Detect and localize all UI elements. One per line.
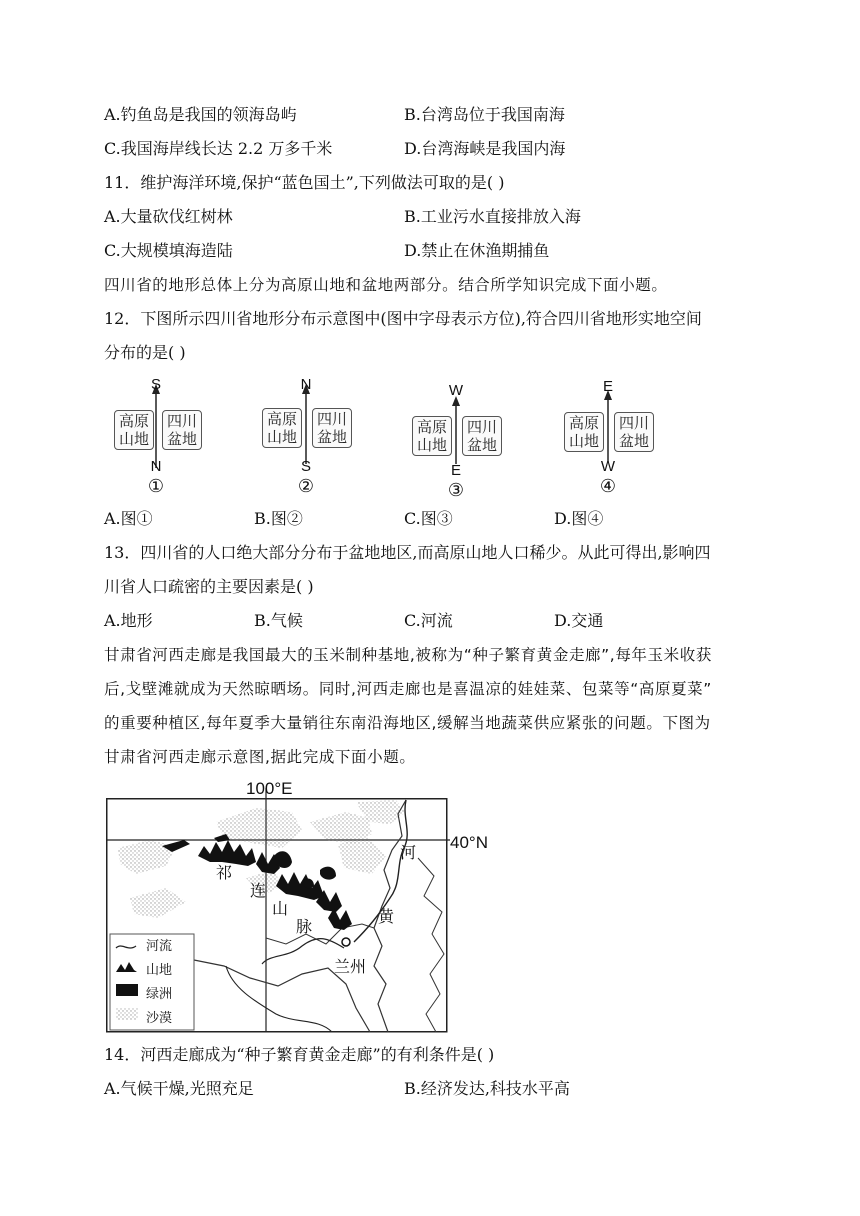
q11-option-d: D.禁止在休渔期捕鱼 [404,241,550,260]
legend-desert: 沙漠 [146,1011,173,1026]
direction-top: N [300,376,312,393]
map-label-huang: 黄 [378,907,395,926]
q12-stem-line1: 12．下图所示四川省地形分布示意图中(图中字母表示方位),符合四川省地形实地空间 [104,309,702,328]
direction-top: S [150,376,161,393]
q14-option-a: A.气候干燥,光照充足 [104,1079,254,1098]
q10-option-d: D.台湾海峡是我国内海 [404,139,566,158]
map-label-lian: 连 [250,881,267,900]
direction-bottom: S [300,458,311,475]
direction-bottom: W [600,458,616,475]
basin-box: 四川 盆地 [462,416,502,456]
basin-box: 四川 盆地 [162,410,202,450]
map-label-mai: 脉 [296,917,313,936]
q13-stem-line1: 13．四川省的人口绝大部分分布于盆地地区,而高原山地人口稀少。从此可得出,影响四 [104,543,711,562]
map-label-he: 河 [400,843,417,862]
q13-option-c: C.河流 [404,611,453,630]
q10-option-b: B.台湾岛位于我国南海 [404,105,565,124]
legend-oasis: 绿洲 [146,987,173,1002]
diagram-number: ③ [447,480,465,501]
diagram-number: ② [297,476,315,497]
direction-bottom: E [450,462,461,479]
q14-option-b: B.经济发达,科技水平高 [404,1079,570,1098]
q13-option-d: D.交通 [554,611,604,630]
q13-option-a: A.地形 [104,611,153,630]
direction-bottom: N [150,458,162,475]
direction-top: W [448,382,464,399]
terrain-diagram-1 [110,376,230,506]
gansu-intro-line2: 后,戈壁滩就成为天然晾晒场。同时,河西走廊也是喜温凉的娃娃菜、包菜等“高原夏菜” [104,680,712,698]
latitude-label: 40°N [450,833,488,852]
q12-option-a: A.图① [104,509,153,528]
plateau-box: 高原 山地 [114,410,154,450]
legend-mountain: 山地 [146,963,173,978]
hexi-corridor-map [106,778,488,1034]
longitude-label: 100°E [246,779,293,798]
terrain-diagram-4 [562,378,682,508]
diagram-number: ① [147,476,165,497]
q12-option-c: C.图③ [404,509,453,528]
q11-stem: 11．维护海洋环境,保护“蓝色国土”,下列做法可取的是( ) [104,173,505,192]
diagram-number: ④ [599,476,617,497]
q12-option-d: D.图④ [554,509,604,528]
plateau-box: 高原 山地 [564,412,604,452]
q11-option-a: A.大量砍伐红树林 [104,207,233,226]
plateau-box: 高原 山地 [412,416,452,456]
q11-option-c: C.大规模填海造陆 [104,241,233,260]
q12-stem-line2: 分布的是( ) [104,343,186,362]
plateau-box: 高原 山地 [262,408,302,448]
gansu-intro-line3: 的重要种植区,每年夏季大量销往东南沿海地区,缓解当地蔬菜供应紧张的问题。下图为 [104,714,711,732]
map-label-qi: 祁 [216,863,233,882]
basin-box: 四川 盆地 [614,412,654,452]
q10-option-c: C.我国海岸线长达 2.2 万多千米 [104,139,333,158]
q10-option-a: A.钓鱼岛是我国的领海岛屿 [104,105,297,124]
map-label-lanzhou: 兰州 [334,957,367,976]
sichuan-intro: 四川省的地形总体上分为高原山地和盆地两部分。结合所学知识完成下面小题。 [104,276,668,294]
gansu-intro-line1: 甘肃省河西走廊是我国最大的玉米制种基地,被称为“种子繁育黄金走廊”,每年玉米收获 [104,646,712,664]
terrain-diagram-2 [258,376,378,506]
terrain-diagram-3 [410,382,530,512]
q11-option-b: B.工业污水直接排放入海 [404,207,581,226]
direction-top: E [602,378,613,395]
basin-box: 四川 盆地 [312,408,352,448]
q13-stem-line2: 川省人口疏密的主要因素是( ) [104,577,314,596]
gansu-intro-line4: 甘肃省河西走廊示意图,据此完成下面小题。 [104,748,416,766]
q13-option-b: B.气候 [254,611,303,630]
q12-option-b: B.图② [254,509,303,528]
legend-river: 河流 [146,939,173,954]
q14-stem: 14．河西走廊成为“种子繁育黄金走廊”的有利条件是( ) [104,1045,495,1064]
map-label-shan: 山 [272,899,289,918]
